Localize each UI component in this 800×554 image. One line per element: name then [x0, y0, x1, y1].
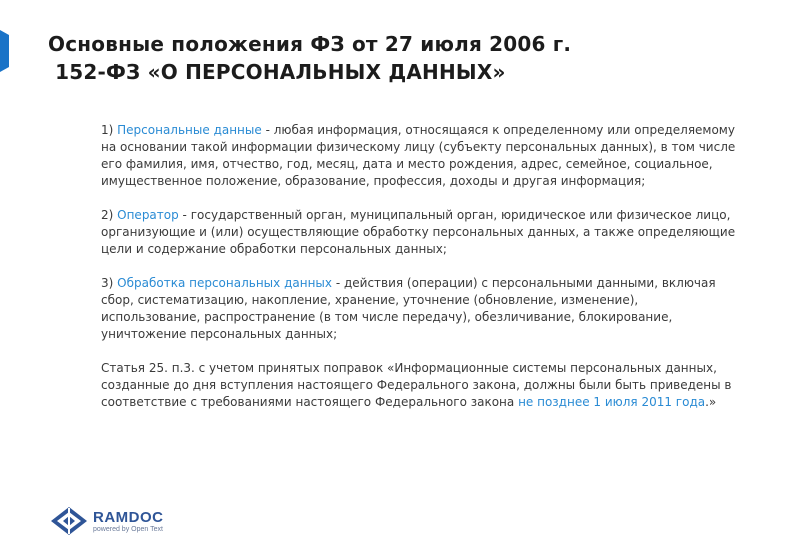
company-logo — [50, 506, 180, 538]
logo-tagline: powered by Open Text — [93, 526, 163, 533]
definition-personal-data — [101, 122, 741, 190]
slide-accent-marker — [0, 30, 9, 72]
article-25-note — [101, 360, 741, 411]
definition-number: 2) — [101, 208, 118, 222]
definition-term: Оператор — [117, 208, 179, 222]
definition-text: - государственный орган, муниципальный орган, юридическое или физическое лицо, организующие и (или) осуществляющие обработку персональных данных, а также определяющие цели и содержание обработки персональных данных; — [101, 208, 736, 256]
definition-text: - действия (операции) с персональными данными, включая сбор, систематизацию, накопление, хранение, уточнение (обновление, изменение), использование, распространение (в том числе передачу), обезличивание, блокирование, уничтожение персональных данных; — [101, 276, 716, 341]
article-suffix: .» — [705, 395, 717, 409]
slide-body — [101, 122, 741, 428]
logo-wordmark: RAMDOC — [93, 509, 164, 526]
article-text: Статья 25. п.3. с учетом принятых поправок «Информационные системы персональных данных, созданные до дня вступления настоящего Федерального закона, должны были быть приведены в соответствие с требованиями настоящего Федерального закона — [101, 361, 732, 409]
slide-title-line-1: Основные положения ФЗ от 27 июля 2006 г. — [48, 32, 572, 56]
definition-number: 1) — [101, 123, 118, 137]
definition-processing — [101, 275, 741, 343]
slide-title — [48, 30, 571, 86]
slide-title-line-2: 152-ФЗ «О ПЕРСОНАЛЬНЫХ ДАННЫХ» — [48, 60, 506, 84]
definition-number: 3) — [101, 276, 118, 290]
ramdoc-logo-icon — [50, 506, 88, 536]
definition-term: Обработка персональных данных — [117, 276, 332, 290]
article-deadline: не позднее 1 июля 2011 года — [518, 395, 706, 409]
definition-operator — [101, 207, 741, 258]
definition-text: - любая информация, относящаяся к определенному или определяемому на основании такой информации физическому лицу (субъекту персональных данных), в том числе его фамилия, имя, отчество, год, месяц, дата и место рождения, адрес, семейное, социальное, имущественное положение, образование, профессия, доходы и другая информация; — [101, 123, 736, 188]
definition-term: Персональные данные — [117, 123, 262, 137]
